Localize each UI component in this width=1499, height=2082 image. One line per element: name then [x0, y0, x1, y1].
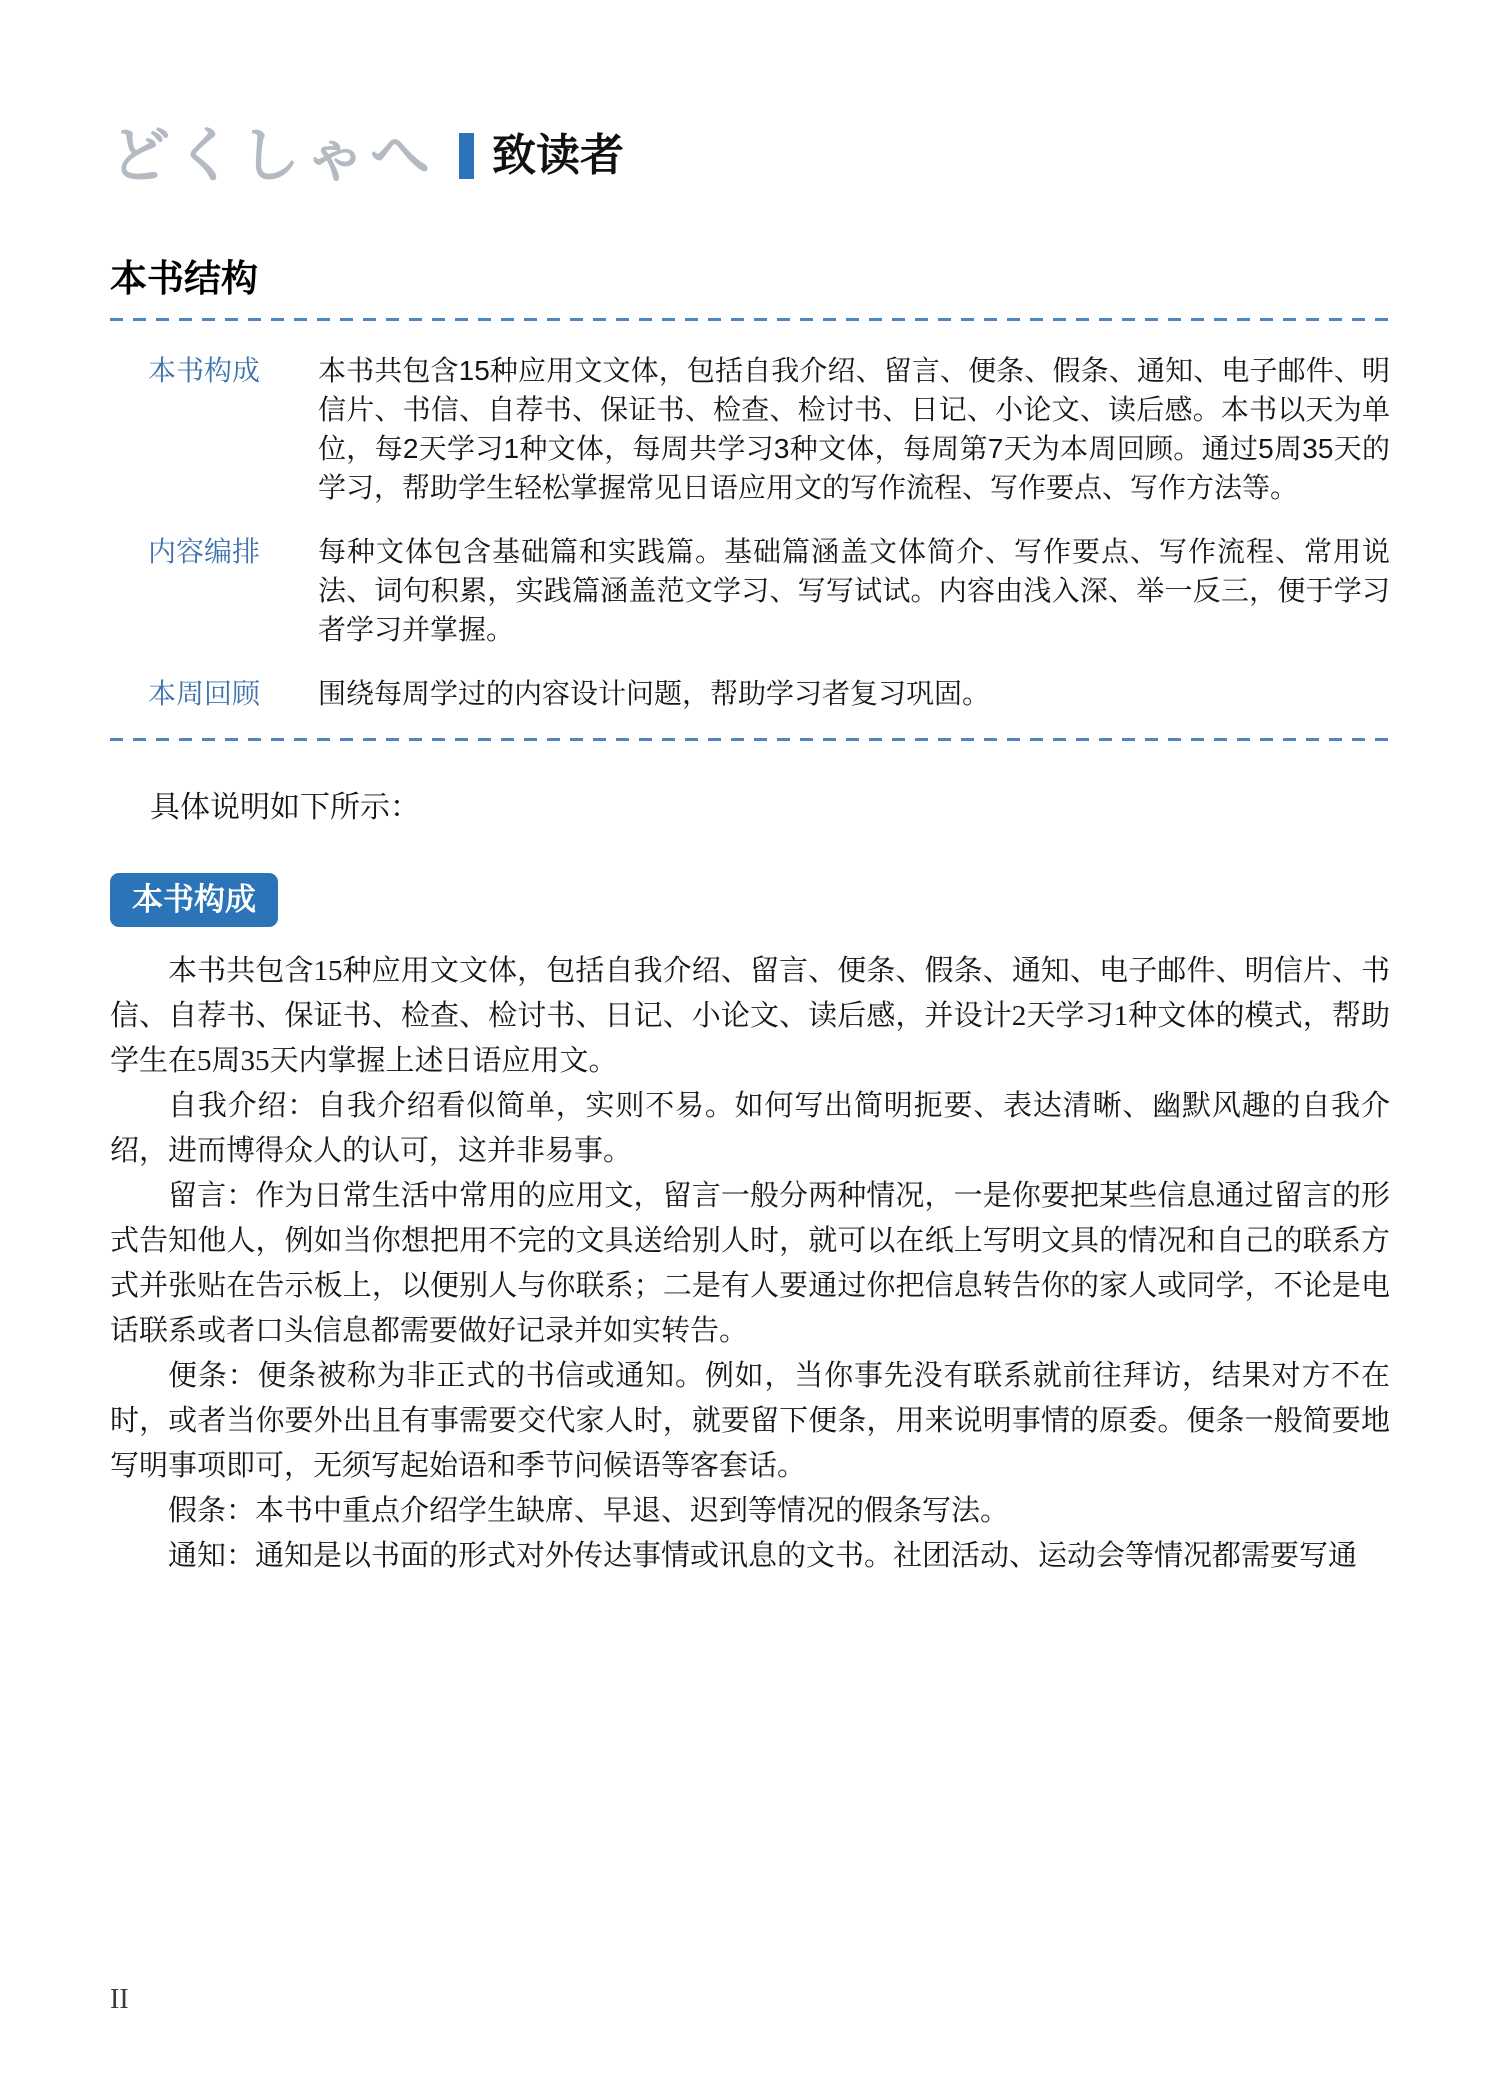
paragraph-overview: 本书共包含15种应用文文体，包括自我介绍、留言、便条、假条、通知、电子邮件、明信片、书信、自荐书、保证书、检查、检讨书、日记、小论文、读后感，并设计2天学习1种文体的模式，帮助学生在5周35天内掌握上述日语应用文。: [110, 955, 1390, 1078]
row-label-arrangement: 内容编排: [148, 536, 261, 568]
chinese-title: 致读者: [492, 131, 624, 180]
paragraph-message: 留言：作为日常生活中常用的应用文，留言一般分两种情况，一是你要把某些信息通过留言的形式告知他人，例如当你想把用不完的文具送给别人时，就可以在纸上写明文具的情况和自己的联系方式并张贴在告示板上，以便别人与你联系；二是有人要通过你把信息转告你的家人或同学，不论是电话联系或者口头信息都需要做好记录并如实转告。: [110, 1180, 1390, 1348]
structure-row-weekly-review: [110, 674, 1390, 713]
dashed-divider-bottom: [110, 738, 1390, 741]
detail-paragraphs: [110, 949, 1390, 1579]
intro-line: 具体说明如下所示：: [150, 791, 420, 825]
structure-row-arrangement: [110, 532, 1390, 649]
section-badge-composition: 本书构成: [110, 873, 278, 927]
japanese-title: どくしゃへ: [110, 122, 435, 189]
paragraph-self-introduction: 自我介绍：自我介绍看似简单，实则不易。如何写出简明扼要、表达清晰、幽默风趣的自我介绍，进而博得众人的认可，这并非易事。: [110, 1090, 1390, 1168]
structure-rows: [110, 351, 1390, 713]
page-content: [110, 0, 1390, 1579]
title-accent-bar: [459, 133, 474, 179]
paragraph-notice: 通知：通知是以书面的形式对外传达事情或讯息的文书。社团活动、运动会等情况都需要写通: [168, 1540, 1358, 1573]
row-label-weekly-review: 本周回顾: [148, 678, 261, 710]
structure-section-heading: 本书结构: [110, 259, 258, 300]
dashed-divider-top: [110, 318, 1390, 321]
row-text-arrangement: 每种文体包含基础篇和实践篇。基础篇涵盖文体简介、写作要点、写作流程、常用说法、词句积累，实践篇涵盖范文学习、写写试试。内容由浅入深、举一反三，便于学习者学习并掌握。: [318, 536, 1390, 646]
structure-row-composition: [110, 351, 1390, 507]
row-label-composition: 本书构成: [148, 355, 261, 387]
page-number: II: [110, 1984, 129, 2015]
page-header: [110, 122, 1390, 189]
row-text-composition: 本书共包含15种应用文文体，包括自我介绍、留言、便条、假条、通知、电子邮件、明信片、书信、自荐书、保证书、检查、检讨书、日记、小论文、读后感。本书以天为单位，每2天学习1种文体，每周共学习3种文体，每周第7天为本周回顾。通过5周35天的学习，帮助学生轻松掌握常见日语应用文的写作流程、写作要点、写作方法等。: [318, 355, 1390, 504]
row-text-weekly-review: 围绕每周学过的内容设计问题，帮助学习者复习巩固。: [318, 678, 991, 710]
paragraph-note: 便条：便条被称为非正式的书信或通知。例如，当你事先没有联系就前往拜访，结果对方不在时，或者当你要外出且有事需要交代家人时，就要留下便条，用来说明事情的原委。便条一般简要地写明事项即可，无须写起始语和季节问候语等客套话。: [110, 1360, 1390, 1483]
paragraph-leave-note: 假条：本书中重点介绍学生缺席、早退、迟到等情况的假条写法。: [168, 1495, 1010, 1528]
